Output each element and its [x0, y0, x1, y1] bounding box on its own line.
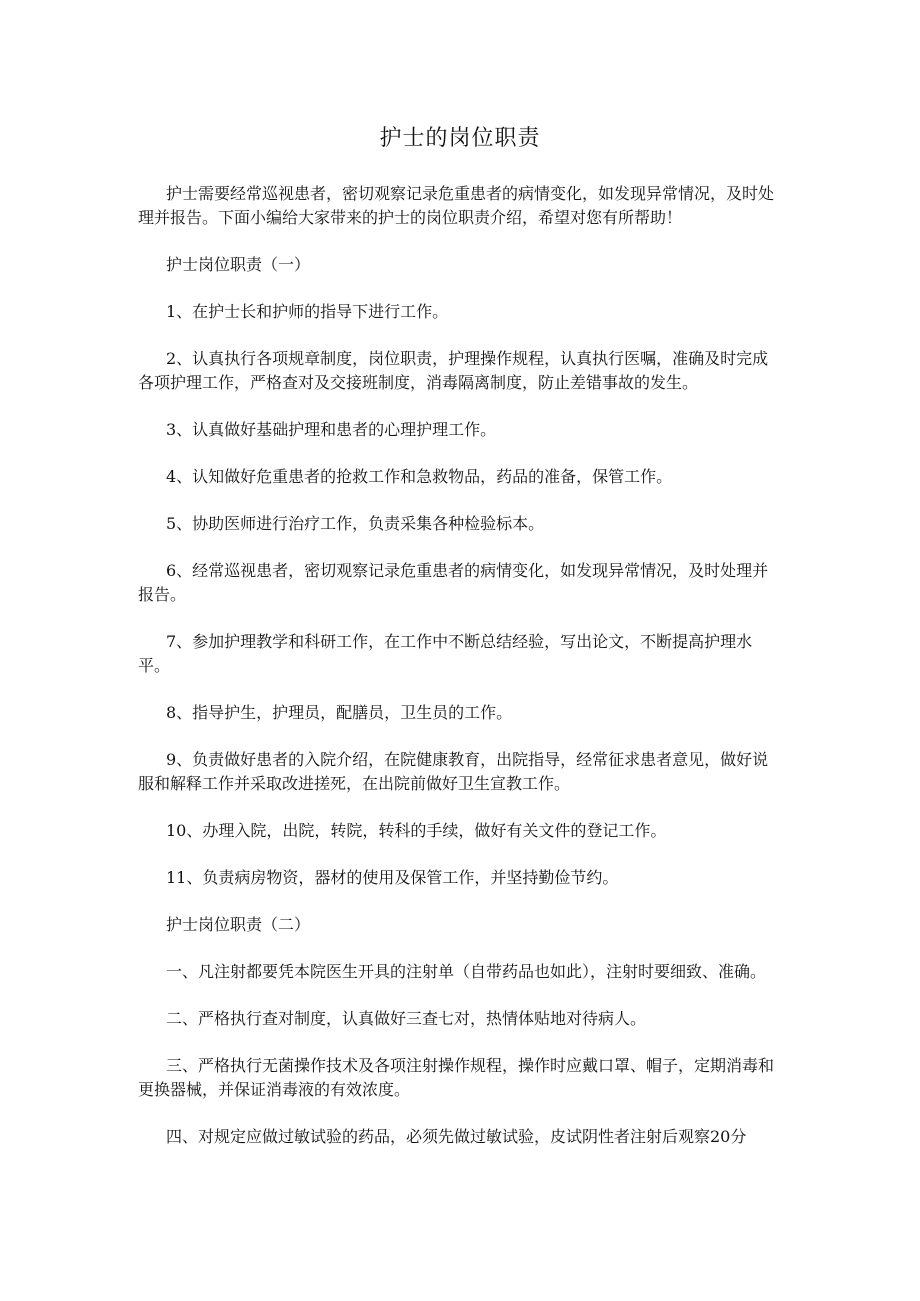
paragraph-item: 一、凡注射都要凭本院医生开具的注射单（自带药品也如此），注射时要细致、准确。	[166, 962, 767, 981]
paragraph-item: 5、协助医师进行治疗工作，负责采集各种检验标本。	[166, 514, 545, 533]
paragraph-item: 二、严格执行查对制度，认真做好三查七对，热情体贴地对待病人。	[166, 1009, 647, 1028]
paragraph-item: 三、严格执行无菌操作技术及各项注射操作规程，操作时应戴口罩、帽子，定期消毒和更换器械，并保证消毒液的有效浓度。	[138, 1056, 775, 1099]
paragraph-item: 11、负责病房物资，器材的使用及保管工作，并坚持勤俭节约。	[166, 868, 619, 887]
section-heading-1: 护士岗位职责（一）	[166, 255, 311, 274]
paragraph-intro: 护士需要经常巡视患者，密切观察记录危重患者的病情变化，如发现异常情况，及时处理并报告。下面小编给大家带来的护士的岗位职责介绍，希望对您有所帮助！	[138, 184, 775, 227]
paragraph-item: 7、参加护理教学和科研工作，在工作中不断总结经验，写出论文，不断提高护理水平。	[138, 632, 753, 675]
paragraph-item: 4、认知做好危重患者的抢救工作和急救物品，药品的准备，保管工作。	[166, 467, 673, 486]
paragraph-item: 10、办理入院，出院，转院，转科的手续，做好有关文件的登记工作。	[166, 821, 667, 840]
paragraph-item: 1、在护士长和护师的指导下进行工作。	[166, 302, 449, 321]
document-title: 护士的岗位职责	[379, 126, 541, 151]
paragraph-item: 6、经常巡视患者，密切观察记录危重患者的病情变化，如发现异常情况，及时处理并报告。	[138, 561, 769, 604]
paragraph-item: 四、对规定应做过敏试验的药品，必须先做过敏试验，皮试阴性者注射后观察20分	[166, 1127, 747, 1146]
document-body	[138, 182, 784, 1172]
paragraph-item: 8、指导护生，护理员，配膳员，卫生员的工作。	[166, 703, 513, 722]
paragraph-item: 9、负责做好患者的入院介绍，在院健康教育，出院指导，经常征求患者意见，做好说服和解释工作并采取改进搓死，在出院前做好卫生宣教工作。	[138, 750, 769, 793]
paragraph-item: 2、认真执行各项规章制度，岗位职责，护理操作规程，认真执行医嘱，准确及时完成各项护理工作，严格查对及交接班制度，消毒隔离制度，防止差错事故的发生。	[138, 349, 769, 392]
paragraph-item: 3、认真做好基础护理和患者的心理护理工作。	[166, 420, 497, 439]
section-heading-2: 护士岗位职责（二）	[166, 915, 311, 934]
